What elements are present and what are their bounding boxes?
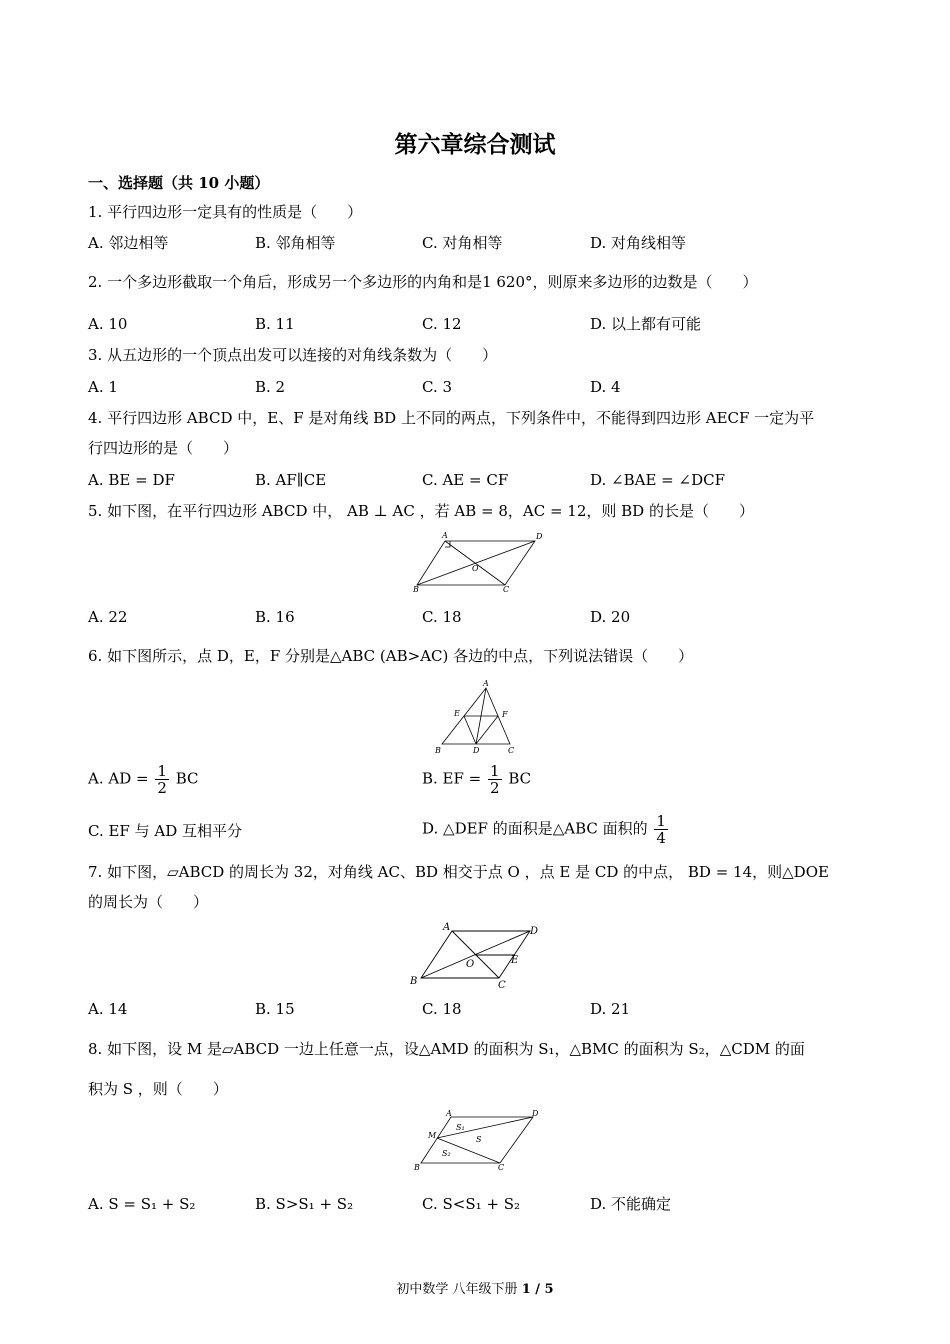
q6-d-text: D. △DEF 的面积是△ABC 面积的 — [422, 819, 648, 838]
q8-label-a: A — [446, 1109, 452, 1118]
q8-label-d: D — [532, 1109, 539, 1118]
q5-option-a: A. 22 — [88, 608, 128, 626]
q6-a-lhs: A. AD = — [88, 769, 149, 788]
q3-option-a: A. 1 — [88, 378, 118, 396]
q6-a-den: 2 — [157, 779, 167, 797]
q6-d-fraction — [654, 813, 668, 846]
question-6-stem: 6. 如下图所示，点 D，E，F 分别是△ABC (AB>AC) 各边的中点，下列说法错误（ ） — [88, 647, 694, 665]
q5-option-b: B. 16 — [255, 608, 295, 626]
q7-label-c: C — [498, 980, 506, 991]
q8-option-c: C. S<S₁ + S₂ — [422, 1195, 521, 1213]
q3-option-b: B. 2 — [255, 378, 286, 396]
q6-option-d — [422, 813, 670, 846]
question-8-stem-line1: 8. 如下图，设 M 是▱ABCD 一边上任意一点，设△AMD 的面积为 S₁，△BMC 的面积为 S₂，△CDM 的面 — [88, 1040, 805, 1058]
q2-option-d: D. 以上都有可能 — [590, 315, 702, 333]
q8-label-s2: S₂ — [442, 1149, 451, 1158]
q5-option-c: C. 18 — [422, 608, 462, 626]
q6-triangle-figure — [432, 680, 522, 756]
q4-option-d: D. ∠BAE = ∠DCF — [590, 471, 725, 489]
q7-option-a: A. 14 — [88, 1000, 128, 1018]
q7-label-o: O — [466, 959, 475, 970]
q4-option-b: B. AF∥CE — [255, 471, 327, 489]
q2-option-b: B. 11 — [255, 315, 295, 333]
q7-label-e: E — [511, 955, 519, 966]
q6-label-f: F — [502, 710, 508, 719]
q5-label-a: A — [442, 531, 448, 540]
q5-option-d: D. 20 — [590, 608, 631, 626]
q1-option-a: A. 邻边相等 — [88, 234, 169, 252]
q3-option-d: D. 4 — [590, 378, 621, 396]
q4-option-a: A. BE = DF — [88, 471, 175, 489]
q2-option-c: C. 12 — [422, 315, 462, 333]
q6-a-fraction — [155, 763, 169, 796]
q6-b-fraction — [488, 763, 502, 796]
page-footer — [0, 1278, 950, 1297]
question-4-stem-line2: 行四边形的是（ ） — [88, 439, 239, 457]
q6-b-rhs: BC — [508, 769, 532, 788]
question-5-stem: 5. 如下图，在平行四边形 ABCD 中， AB ⊥ AC ，若 AB = 8，AC = 12，则 BD 的长是（ ） — [88, 502, 754, 520]
q5-label-o: O — [472, 564, 479, 573]
page-title: 第六章综合测试 — [394, 131, 556, 158]
question-4-stem-line1: 4. 平行四边形 ABCD 中，E、F 是对角线 BD 上不同的两点，下列条件中，不能得到四边形 AECF 一定为平 — [88, 409, 815, 427]
question-7-stem-line2: 的周长为（ ） — [88, 893, 209, 911]
q6-label-b: B — [435, 746, 441, 755]
q6-b-den: 2 — [490, 779, 500, 797]
q5-label-b: B — [413, 585, 419, 594]
q5-label-c: C — [503, 585, 510, 594]
question-1-stem: 1. 平行四边形一定具有的性质是（ ） — [88, 203, 363, 221]
question-8-stem-line2: 积为 S ，则（ ） — [88, 1080, 228, 1098]
question-3-stem: 3. 从五边形的一个顶点出发可以连接的对角线条数为（ ） — [88, 346, 498, 364]
q8-option-a: A. S = S₁ + S₂ — [88, 1195, 196, 1213]
q6-b-num: 1 — [490, 762, 500, 780]
q4-option-c: C. AE = CF — [422, 471, 509, 489]
footer-text: 初中数学 八年级下册 — [396, 1282, 518, 1297]
q3-option-c: C. 3 — [422, 378, 453, 396]
q6-option-c: C. EF 与 AD 互相平分 — [88, 822, 242, 840]
q6-a-num: 1 — [157, 762, 167, 780]
q1-option-d: D. 对角线相等 — [590, 234, 687, 252]
q6-d-den: 4 — [656, 829, 666, 847]
q6-label-a: A — [483, 679, 489, 688]
q6-option-a — [88, 763, 198, 796]
page-number: 1 / 5 — [521, 1282, 554, 1297]
q6-d-num: 1 — [656, 812, 666, 830]
q6-label-e: E — [454, 709, 460, 718]
q1-option-b: B. 邻角相等 — [255, 234, 336, 252]
section-heading: 一、选择题（共 10 小题） — [88, 174, 270, 192]
q6-label-d: D — [473, 746, 480, 755]
q7-label-a: A — [443, 922, 451, 933]
q6-b-lhs: B. EF = — [422, 769, 482, 788]
q1-option-c: C. 对角相等 — [422, 234, 503, 252]
q5-parallelogram-figure — [410, 532, 550, 594]
q8-parallelogram-figure — [408, 1106, 548, 1176]
q6-option-b — [422, 763, 531, 796]
q7-label-d: D — [530, 926, 539, 937]
q6-a-rhs: BC — [175, 769, 199, 788]
q7-option-c: C. 18 — [422, 1000, 462, 1018]
q7-option-b: B. 15 — [255, 1000, 295, 1018]
q8-label-b: B — [414, 1163, 420, 1172]
question-7-stem-line1: 7. 如下图，▱ABCD 的周长为 32，对角线 AC、BD 相交于点 O ，点 E 是 CD 的中点， BD = 14，则△DOE — [88, 863, 829, 881]
q2-option-a: A. 10 — [88, 315, 128, 333]
q8-option-b: B. S>S₁ + S₂ — [255, 1195, 354, 1213]
q8-label-s1: S₁ — [456, 1123, 465, 1132]
q5-label-d: D — [536, 532, 543, 541]
q8-label-c: C — [498, 1163, 505, 1172]
q7-option-d: D. 21 — [590, 1000, 631, 1018]
q7-label-b: B — [410, 976, 418, 987]
q8-label-s: S — [476, 1135, 482, 1144]
question-2-stem: 2. 一个多边形截取一个角后，形成另一个多边形的内角和是1 620°，则原来多边形的边数是（ ） — [88, 273, 758, 291]
q8-option-d: D. 不能确定 — [590, 1195, 672, 1213]
q6-label-c: C — [508, 746, 515, 755]
q8-label-m: M — [428, 1131, 437, 1140]
q7-parallelogram-figure — [405, 920, 550, 992]
